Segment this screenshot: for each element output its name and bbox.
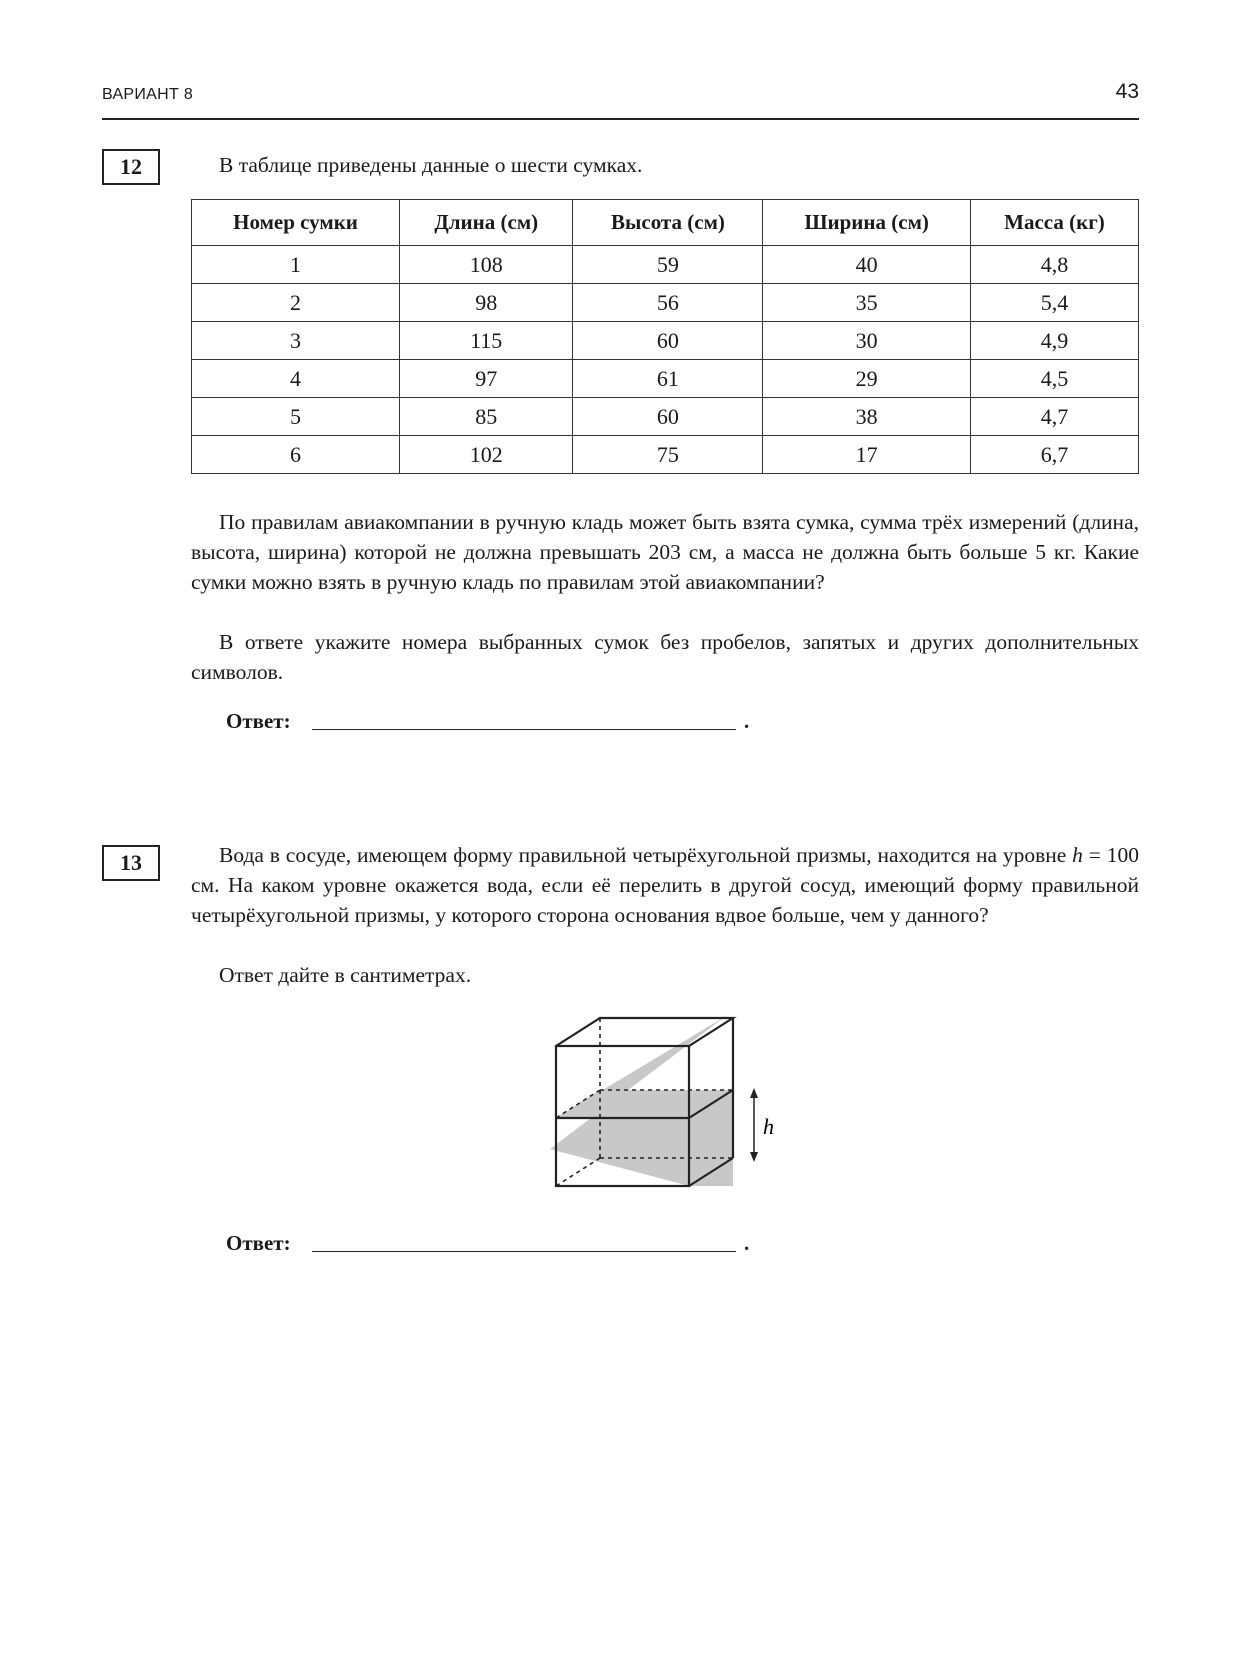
column-header: Длина (см): [400, 200, 573, 246]
task12-conditions: По правилам авиакомпании в ручную кладь может быть взята сумка, сумма трёх измерений (длина, высота, ширина) которой не должна превышать 203 см, а масса не должна быть больше 5 кг. Какие сумки можно взять в ручную кладь по правилам этой авиакомпании?: [191, 510, 1139, 594]
variant-header: ВАРИАНТ 8: [102, 86, 194, 103]
task13-question: [191, 840, 1139, 930]
h-variable: h: [1072, 843, 1083, 867]
table-row: [192, 360, 1139, 398]
table-cell: 85: [400, 398, 573, 436]
header-divider: [102, 118, 1139, 120]
table-header-row: [192, 200, 1139, 246]
table-cell: 29: [763, 360, 970, 398]
page-number: 43: [1115, 80, 1139, 103]
answer-field-13[interactable]: [312, 1251, 736, 1252]
task12-intro: В таблице приведены данные о шести сумках.: [219, 153, 643, 177]
task13-instructions: Ответ дайте в сантиметрах.: [219, 963, 472, 987]
table-cell: 108: [400, 246, 573, 284]
table-cell: 75: [573, 436, 763, 474]
table-cell: 4,8: [970, 246, 1138, 284]
table-cell: 6: [192, 436, 400, 474]
column-header: Высота (см): [573, 200, 763, 246]
table-cell: 6,7: [970, 436, 1138, 474]
table-cell: 3: [192, 322, 400, 360]
table-cell: 98: [400, 284, 573, 322]
table-cell: 4,7: [970, 398, 1138, 436]
table-cell: 60: [573, 398, 763, 436]
table-row: [192, 246, 1139, 284]
task13-text-a: Вода в сосуде, имеющем форму правильной четырёхугольной призмы, находится на уровне: [219, 843, 1073, 867]
table-cell: 1: [192, 246, 400, 284]
table-cell: 59: [573, 246, 763, 284]
prism-figure: [550, 1010, 790, 1195]
answer-dot-12: .: [744, 709, 750, 733]
table-cell: 4,5: [970, 360, 1138, 398]
task-number-12: 12: [102, 149, 160, 185]
table-cell: 115: [400, 322, 573, 360]
table-cell: 4: [192, 360, 400, 398]
table-cell: 60: [573, 322, 763, 360]
table-cell: 5,4: [970, 284, 1138, 322]
table-cell: 38: [763, 398, 970, 436]
task13-text-b: = 100 см. На каком уровне окажется вода, если её перелить в другой сосуд, имеющий форму правильной четырёхугольной призмы, у которого сторона основания вдвое больше, чем у данного?: [191, 843, 1139, 927]
table-row: [192, 436, 1139, 474]
table-cell: 5: [192, 398, 400, 436]
table-cell: 61: [573, 360, 763, 398]
bags-table: [191, 199, 1139, 474]
table-cell: 102: [400, 436, 573, 474]
h-label: h: [763, 1114, 774, 1139]
task12-instructions: В ответе укажите номера выбранных сумок без пробелов, запятых и других дополнительных символов.: [191, 630, 1139, 684]
table-row: [192, 284, 1139, 322]
column-header: Ширина (см): [763, 200, 970, 246]
table-cell: 56: [573, 284, 763, 322]
column-header: Номер сумки: [192, 200, 400, 246]
table-cell: 40: [763, 246, 970, 284]
table-cell: 4,9: [970, 322, 1138, 360]
column-header: Масса (кг): [970, 200, 1138, 246]
table-cell: 97: [400, 360, 573, 398]
answer-dot-13: .: [744, 1231, 750, 1255]
table-cell: 2: [192, 284, 400, 322]
table-cell: 17: [763, 436, 970, 474]
table-row: [192, 398, 1139, 436]
answer-label-13: Ответ:: [226, 1231, 291, 1255]
task-number-13: 13: [102, 845, 160, 881]
table-cell: 35: [763, 284, 970, 322]
table-row: [192, 322, 1139, 360]
answer-field-12[interactable]: [312, 729, 736, 730]
answer-label-12: Ответ:: [226, 709, 291, 733]
table-cell: 30: [763, 322, 970, 360]
